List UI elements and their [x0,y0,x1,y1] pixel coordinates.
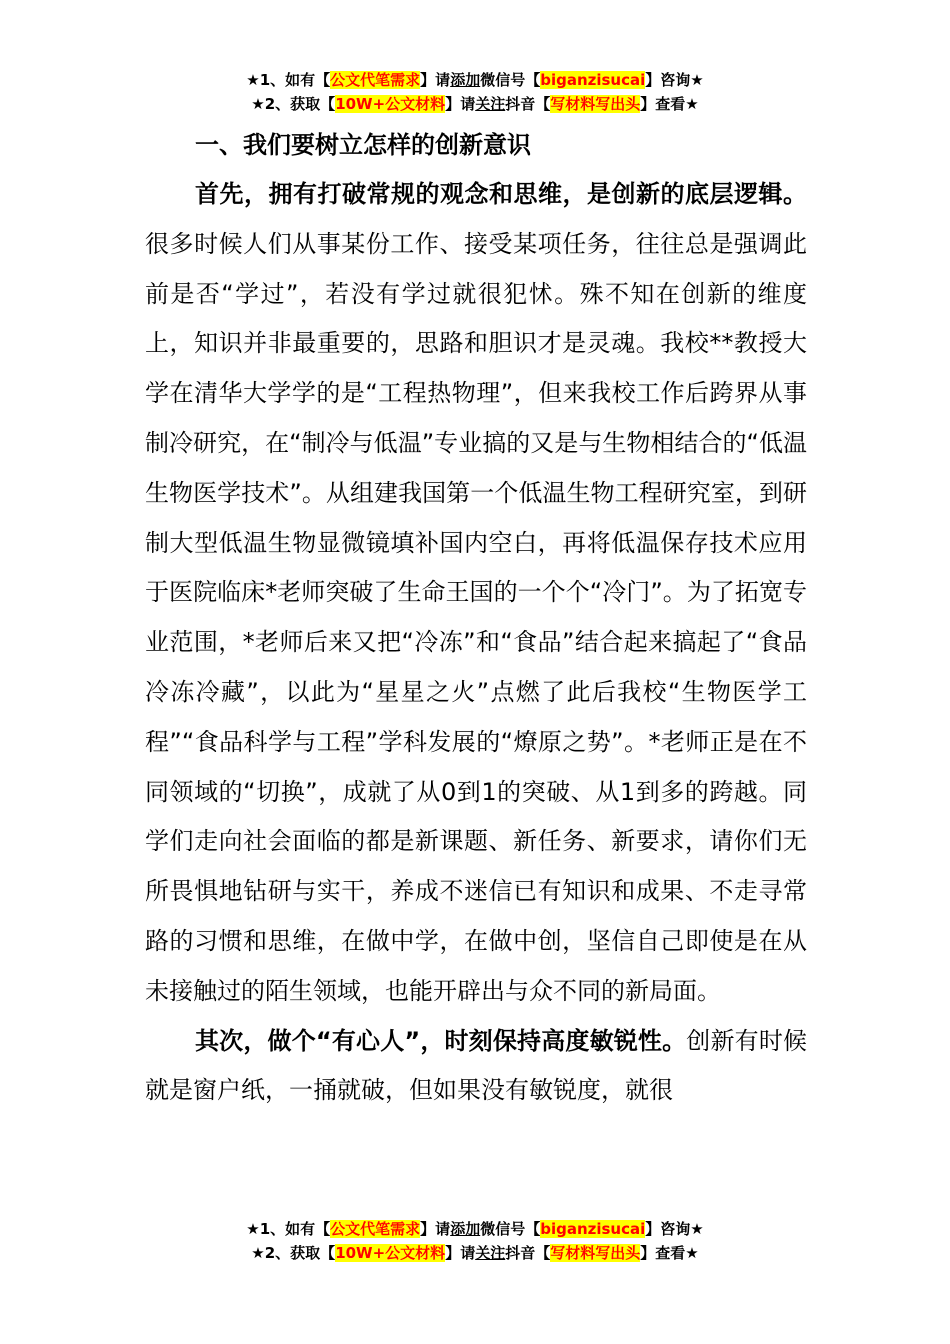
notice-text: 】请 [420,1220,451,1238]
notice-text: 微信号【 [480,1220,541,1238]
highlight-service: 公文代笔需求 [330,71,421,89]
notice-line-1 [0,1217,950,1241]
highlight-douyin-account: 写材料写出头 [550,1244,641,1262]
notice-text: ★2、获取【 [251,95,336,113]
paragraph-2 [145,1017,807,1117]
highlight-wechat-id: biganzisucai [540,1220,646,1238]
notice-text: 】查看★ [640,95,699,113]
underlined-text: 关注 [475,1244,506,1262]
paragraph-1 [145,170,807,1017]
underlined-text: 添加 [450,71,481,89]
notice-text: 】查看★ [640,1244,699,1262]
highlight-materials: 10W+公文材料 [335,1244,446,1262]
notice-text: 】咨询★ [645,71,704,89]
highlight-service: 公文代笔需求 [330,1220,421,1238]
notice-text: 微信号【 [480,71,541,89]
highlight-douyin-account: 写材料写出头 [550,95,641,113]
underlined-text: 添加 [450,1220,481,1238]
notice-text: 抖音【 [505,95,551,113]
notice-text: 】咨询★ [645,1220,704,1238]
footer-notice [0,1217,950,1265]
notice-text: 】请 [445,1244,476,1262]
paragraph-text: 很多时候人们从事某份工作、接受某项任务，往往总是强调此前是否“学过”，若没有学过就很犯怵。殊不知在创新的维度上，知识并非最重要的，思路和胆识才是灵魂。我校**教授大学在清华大学学的是“工程热物理”，但来我校工作后跨界从事制冷研究，在“制冷与低温”专业搞的又是与生物相结合的“低温生物医学技术”。从组建我国第一个低温生物工程研究室，到研制大型低温生物显微镜填补国内空白，再将低温保存技术应用于医院临床*老师突破了生命王国的一个个“冷门”。为了拓宽专业范围，*老师后来又把“冷冻”和“食品”结合起来搞起了“食品冷冻冷藏”，以此为“星星之火”点燃了此后我校“生物医学工程”“食品科学与工程”学科发展的“燎原之势”。*老师正是在不同领域的“切换”，成就了从0到1的突破、从1到多的跨越。同学们走向社会面临的都是新课题、新任务、新要求，请你们无所畏惧地钻研与实干，养成不迷信已有知识和成果、不走寻常路的习惯和思维，在做中学，在做中创，坚信自己即使是在从未接触过的陌生领域，也能开辟出与众不同的新局面。 [145,229,807,1005]
notice-text: ★1、如有【 [246,71,331,89]
notice-line-2 [0,1241,950,1265]
header-notice [0,68,950,116]
notice-line-2 [0,92,950,116]
notice-line-1 [0,68,950,92]
notice-text: 抖音【 [505,1244,551,1262]
paragraph-text: 创新有时候就是窗户纸，一捅就破，但如果没有敏锐度，就很 [145,1026,808,1105]
highlight-materials: 10W+公文材料 [335,95,446,113]
notice-text: 】请 [420,71,451,89]
highlight-wechat-id: biganzisucai [540,71,646,89]
underlined-text: 关注 [475,95,506,113]
section-heading: 一、我们要树立怎样的创新意识 [195,131,531,159]
notice-text: ★2、获取【 [251,1244,336,1262]
notice-text: 】请 [445,95,476,113]
notice-text: ★1、如有【 [246,1220,331,1238]
paragraph-lead: 其次，做个“有心人”，时刻保持高度敏锐性。 [195,1026,687,1055]
document-body [145,120,807,1116]
paragraph-lead: 首先，拥有打破常规的观念和思维，是创新的底层逻辑。 [195,180,807,208]
